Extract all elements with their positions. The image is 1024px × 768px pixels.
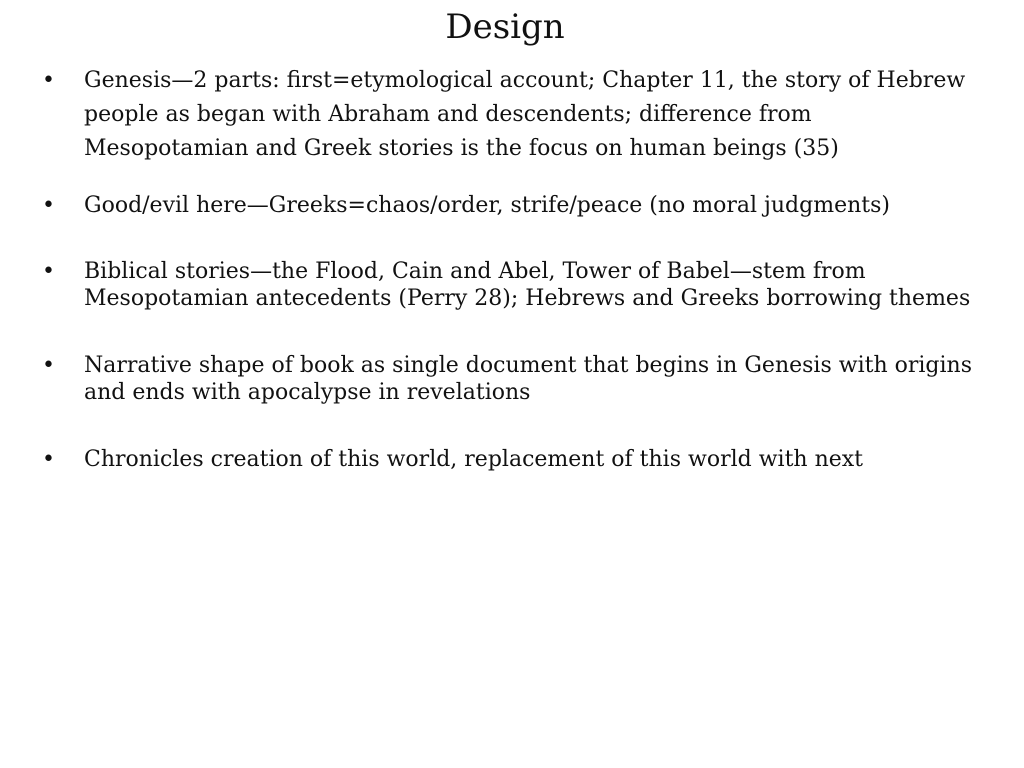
slide-title: Design — [445, 7, 565, 47]
bullet-text: Good/evil here—Greeks=chaos/order, strife/peace (no moral judgments) — [84, 193, 890, 218]
bullet-text: Chronicles creation of this world, replacement of this world with next — [84, 447, 864, 472]
bullet-item — [40, 446, 980, 474]
bullet-point-icon: • — [42, 353, 55, 378]
bullet-text: Biblical stories—the Flood, Cain and Abel, Tower of Babel—stem from Mesopotamian antecedents (Perry 28); Hebrews and Greeks borrowing themes — [84, 259, 971, 311]
bullet-item — [40, 352, 980, 406]
bullet-text: Narrative shape of book as single document that begins in Genesis with origins and ends with apocalypse in revelations — [84, 353, 972, 405]
bullet-item — [40, 64, 980, 166]
bullet-list — [40, 64, 980, 474]
bullet-item — [40, 258, 980, 312]
bullet-point-icon: • — [42, 259, 55, 284]
bullet-point-icon: • — [42, 68, 55, 93]
bullet-point-icon: • — [42, 193, 55, 218]
bullet-item — [40, 192, 980, 220]
bullet-text: Genesis—2 parts: first=etymological account; Chapter 11, the story of Hebrew people as began with Abraham and descendents; difference from Mesopotamian and Greek stories is the focus on human beings (35) — [84, 68, 966, 161]
bullet-point-icon: • — [42, 447, 55, 472]
